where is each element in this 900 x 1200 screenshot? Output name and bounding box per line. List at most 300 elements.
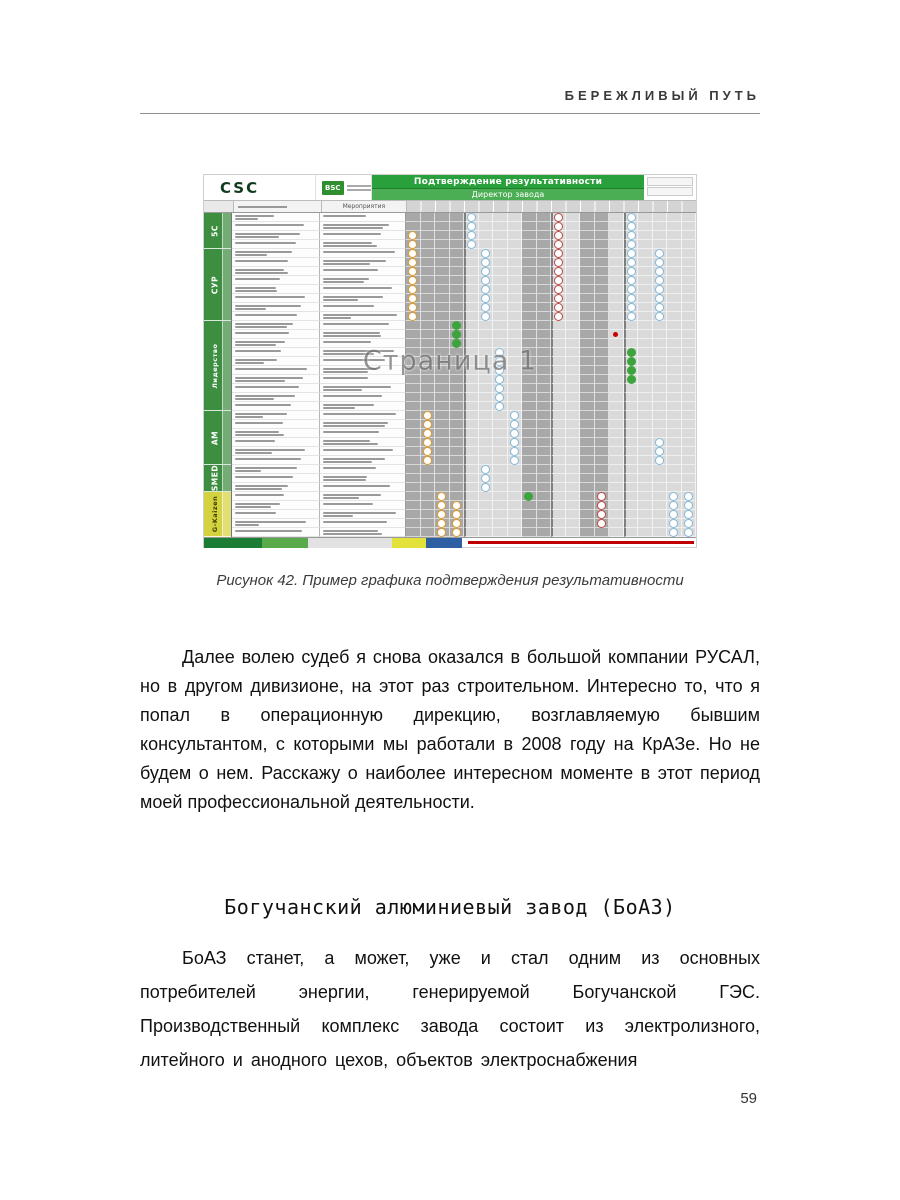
grid-cell (580, 339, 595, 348)
section-label-text: АМ (210, 430, 220, 445)
grid-cell (406, 294, 421, 303)
table-row (232, 483, 696, 492)
text-line (235, 344, 276, 346)
text-line (235, 305, 301, 307)
grid-cell (566, 366, 581, 375)
grid-cell (421, 303, 436, 312)
criteria-cell (232, 492, 320, 501)
grid-cell (493, 438, 508, 447)
grid-cell (464, 474, 479, 483)
grid-cell (450, 231, 465, 240)
grid-cell (464, 294, 479, 303)
text-line (323, 395, 382, 397)
grid-cell (653, 447, 668, 456)
grid-cell (464, 519, 479, 528)
grid-cell (667, 375, 682, 384)
grid-cell (435, 294, 450, 303)
grid-cell (638, 249, 653, 258)
status-circle-blue (655, 438, 664, 447)
text-line (235, 233, 300, 235)
criteria-cell (232, 447, 320, 456)
status-circle-blue (467, 222, 476, 231)
grid-cell (435, 510, 450, 519)
grid-cell (522, 510, 537, 519)
grid-cell (479, 312, 494, 321)
grid-cell (551, 348, 566, 357)
text-line (323, 407, 355, 409)
grid-cell (537, 249, 552, 258)
grid-cell (435, 213, 450, 222)
status-circle-blue (495, 393, 504, 402)
grid-cell (493, 285, 508, 294)
status-circle-blue (655, 276, 664, 285)
grid-cell (609, 285, 624, 294)
status-circle-green (627, 375, 636, 384)
grid-cell (493, 411, 508, 420)
section-label-text: 5С (210, 224, 220, 237)
grid-cell (421, 420, 436, 429)
text-line (323, 377, 368, 379)
text-line (235, 242, 296, 244)
text-line (323, 413, 396, 415)
grid-cell (450, 429, 465, 438)
grid-cell (508, 222, 523, 231)
grid-cell (580, 465, 595, 474)
grid-cell (595, 438, 610, 447)
status-circle-orange (408, 240, 417, 249)
grid-cell (667, 222, 682, 231)
grid-cell (653, 321, 668, 330)
grid-cell (522, 294, 537, 303)
text-line (235, 485, 288, 487)
table-row (232, 330, 696, 339)
criteria-cell (232, 303, 320, 312)
grid-cell (479, 267, 494, 276)
text-line (323, 485, 390, 487)
status-circle-blue (481, 312, 490, 321)
grid-cell (609, 447, 624, 456)
grid-cell (682, 438, 697, 447)
grid-cell (580, 483, 595, 492)
grid-cell (609, 528, 624, 537)
text-line (235, 224, 304, 226)
grid-cell (566, 303, 581, 312)
text-line (235, 359, 277, 361)
criteria-cell (232, 267, 320, 276)
status-circle-blue (510, 456, 519, 465)
grid-cell (580, 213, 595, 222)
grid-cell (508, 429, 523, 438)
status-circle-orange (408, 249, 417, 258)
grid-cell (667, 528, 682, 537)
grid-cell (522, 402, 537, 411)
grid-cell (435, 447, 450, 456)
table-row (232, 258, 696, 267)
text-line (235, 236, 279, 238)
text-line (235, 524, 259, 526)
text-line (235, 503, 280, 505)
chart-footer (204, 537, 696, 547)
table-row (232, 321, 696, 330)
table-row (232, 276, 696, 285)
grid-cell (638, 375, 653, 384)
grid-cell (653, 276, 668, 285)
grid-cell (421, 438, 436, 447)
grid-cell (406, 249, 421, 258)
grid-cell (493, 420, 508, 429)
grid-cell (493, 384, 508, 393)
grid-cell (609, 294, 624, 303)
grid-cell (522, 240, 537, 249)
grid-cell (551, 294, 566, 303)
grid-cell (653, 312, 668, 321)
grid-cell (566, 393, 581, 402)
grid-cell (580, 240, 595, 249)
grid-cell (566, 474, 581, 483)
grid-cell (667, 483, 682, 492)
grid-cell (435, 330, 450, 339)
status-circle-blue (627, 267, 636, 276)
status-circle-blue (627, 213, 636, 222)
section-label-сур (204, 249, 231, 321)
grid-cell (609, 348, 624, 357)
bsc-logo-badge: BSC (322, 181, 344, 195)
grid-cell (479, 429, 494, 438)
grid-cell (566, 339, 581, 348)
grid-cell (682, 285, 697, 294)
status-circle-red (597, 510, 606, 519)
grid-cell (421, 456, 436, 465)
text-line (235, 404, 291, 406)
status-circle-red (554, 249, 563, 258)
grid-cell (479, 249, 494, 258)
grid-cell (609, 213, 624, 222)
criteria-cell (232, 474, 320, 483)
grid-cell (580, 393, 595, 402)
grid-cell (653, 492, 668, 501)
grid-cell (421, 285, 436, 294)
grid-cell (551, 330, 566, 339)
grid-cell (638, 366, 653, 375)
grid-cell (522, 501, 537, 510)
grid-cell (682, 303, 697, 312)
grid-cell (551, 393, 566, 402)
grid-cell (493, 483, 508, 492)
criteria-cell (232, 312, 320, 321)
grid-cell (653, 339, 668, 348)
grid-cell (580, 366, 595, 375)
grid-cell (638, 402, 653, 411)
grid-cell (464, 402, 479, 411)
grid-cell (580, 492, 595, 501)
grid-cell (464, 231, 479, 240)
status-circle-orange (452, 501, 461, 510)
text-line (235, 332, 289, 334)
grid-cell (435, 420, 450, 429)
text-line (235, 440, 275, 442)
grid-cell (421, 222, 436, 231)
status-circle-red (554, 222, 563, 231)
grid-cell (406, 510, 421, 519)
bsc-logo (316, 175, 372, 200)
grid-cell (537, 420, 552, 429)
grid-cell (609, 339, 624, 348)
grid-cell (609, 510, 624, 519)
grid-cell (638, 438, 653, 447)
grid-cell (551, 501, 566, 510)
grid-cell (508, 330, 523, 339)
grid-cell (421, 411, 436, 420)
grid-cell (435, 384, 450, 393)
paragraph-1: Далее волею судеб я снова оказался в большой компании РУСАЛ, но в другом дивизионе, на этот раз строительном. Интересно то, что я попал в операционную дирекцию, возглавляемую бывшим консультантом, с которыми мы работали в 2008 году на КрАЗе. Но не будем о нем. Расскажу о наиболее интересном моменте в этот период моей профессиональной деятельности. (140, 647, 760, 812)
grid-cell (464, 312, 479, 321)
grid-cell (406, 258, 421, 267)
grid-cell (464, 483, 479, 492)
grid-cell (508, 465, 523, 474)
activity-cell (320, 294, 406, 303)
grid-cell (435, 402, 450, 411)
grid-cell (566, 258, 581, 267)
grid-cell (682, 231, 697, 240)
status-circle-blue (684, 492, 693, 501)
grid-cell (580, 348, 595, 357)
grid-cell (479, 465, 494, 474)
text-line (323, 530, 378, 532)
grid-cell (551, 483, 566, 492)
grid-cell (609, 321, 624, 330)
grid-cell (551, 357, 566, 366)
grid-cell (580, 519, 595, 528)
text-line (323, 425, 385, 427)
activity-cell (320, 438, 406, 447)
grid-cell (435, 456, 450, 465)
grid-cell (638, 384, 653, 393)
grid-cell (464, 321, 479, 330)
footer-segment (426, 538, 462, 548)
status-circle-blue (684, 528, 693, 537)
grid-cell (406, 456, 421, 465)
grid-cell (653, 465, 668, 474)
chart-top-bar (204, 175, 696, 201)
grid-cell (537, 384, 552, 393)
grid-cell (421, 519, 436, 528)
grid-cell (609, 249, 624, 258)
grid-cell (508, 483, 523, 492)
grid-cell (595, 456, 610, 465)
activity-cell (320, 411, 406, 420)
grid-cell (435, 474, 450, 483)
grid-cell (566, 510, 581, 519)
grid-cell (580, 501, 595, 510)
grid-cell (522, 330, 537, 339)
grid-cell (421, 447, 436, 456)
grid-cell (609, 402, 624, 411)
grid-cell (406, 321, 421, 330)
grid-cell (450, 501, 465, 510)
grid-cell (624, 285, 639, 294)
text-line (323, 389, 362, 391)
grid-cell (682, 357, 697, 366)
table-row (232, 393, 696, 402)
grid-cell (479, 411, 494, 420)
grid-cell (479, 321, 494, 330)
grid-cell (609, 456, 624, 465)
grid-cell (450, 438, 465, 447)
grid-cell (493, 312, 508, 321)
grid-cell (551, 375, 566, 384)
grid-cell (537, 213, 552, 222)
status-circle-blue (510, 411, 519, 420)
grid-cell (653, 348, 668, 357)
text-line (235, 434, 284, 436)
grid-cell (667, 492, 682, 501)
grid-cell (624, 384, 639, 393)
text-line (323, 521, 387, 523)
grid-cell (450, 519, 465, 528)
section-label-text: SMED (210, 464, 220, 492)
status-circle-orange (408, 258, 417, 267)
grid-cell (667, 294, 682, 303)
grid-cell (537, 474, 552, 483)
grid-cell (638, 294, 653, 303)
grid-cell (479, 330, 494, 339)
grid-cell (580, 249, 595, 258)
text-line (235, 521, 306, 523)
grid-cell (537, 294, 552, 303)
grid-cell (566, 357, 581, 366)
grid-cell (682, 384, 697, 393)
status-circle-blue (481, 483, 490, 492)
grid-cell (566, 483, 581, 492)
grid-cell (609, 474, 624, 483)
grid-cell (682, 330, 697, 339)
grid-cell (493, 456, 508, 465)
paragraph-2: БоАЗ станет, а может, уже и стал одним из основных потребителей энергии, генерируемой Богучанской ГЭС. Производственный комплекс завода состоит из электролизного, литейного и анодного цехов, объектов электроснабжения (140, 948, 760, 1070)
grid-cell (682, 456, 697, 465)
grid-cell (566, 519, 581, 528)
table-row (232, 447, 696, 456)
grid-cell (551, 267, 566, 276)
grid-cell (595, 213, 610, 222)
text-line (235, 431, 279, 433)
grid-cell (624, 429, 639, 438)
grid-cell (551, 258, 566, 267)
status-circle-blue (495, 384, 504, 393)
grid-cell (638, 510, 653, 519)
text-line (323, 260, 386, 262)
grid-cell (580, 321, 595, 330)
section-label-ам (204, 411, 231, 465)
grid-cell (682, 447, 697, 456)
grid-cell (551, 447, 566, 456)
grid-cell (537, 465, 552, 474)
activity-cell (320, 456, 406, 465)
grid-cell (522, 267, 537, 276)
activity-cell (320, 330, 406, 339)
text-line (235, 269, 284, 271)
grid-cell (421, 213, 436, 222)
grid-cell (479, 303, 494, 312)
section-label-g-kaizen (204, 492, 231, 537)
text-line (235, 326, 287, 328)
grid-cell (435, 231, 450, 240)
grid-cell (537, 375, 552, 384)
grid-cell (682, 267, 697, 276)
grid-cell (450, 222, 465, 231)
text-line (323, 251, 395, 253)
grid-cell (624, 528, 639, 537)
grid-cell (580, 330, 595, 339)
grid-cell (609, 411, 624, 420)
grid-cell (551, 222, 566, 231)
grid-cell (682, 258, 697, 267)
table-row (232, 519, 696, 528)
section-label-smed (204, 465, 231, 492)
grid-cell (450, 285, 465, 294)
grid-cell (508, 510, 523, 519)
grid-cell (624, 240, 639, 249)
activity-cell (320, 393, 406, 402)
grid-cell (435, 483, 450, 492)
grid-cell (464, 249, 479, 258)
section-sub-strip (222, 411, 231, 464)
activity-cell (320, 510, 406, 519)
grid-cell (493, 501, 508, 510)
grid-cell (450, 276, 465, 285)
activity-cell (320, 258, 406, 267)
grid-cell (638, 285, 653, 294)
grid-cell (682, 492, 697, 501)
grid-cell (537, 231, 552, 240)
status-circle-red (554, 276, 563, 285)
grid-cell (624, 465, 639, 474)
status-circle-red (554, 231, 563, 240)
grid-cell (406, 501, 421, 510)
grid-cell (638, 276, 653, 285)
grid-cell (435, 429, 450, 438)
text-line (323, 233, 381, 235)
figure-42 (140, 174, 760, 589)
grid-cell (638, 348, 653, 357)
grid-cell (406, 438, 421, 447)
grid-cell (508, 285, 523, 294)
chart-titles (372, 175, 644, 200)
grid-cell (435, 393, 450, 402)
text-line (235, 272, 288, 274)
grid-cell (421, 510, 436, 519)
grid-cell (551, 492, 566, 501)
grid-cell (479, 294, 494, 303)
grid-cell (566, 276, 581, 285)
grid-cell (624, 294, 639, 303)
grid-cell (667, 303, 682, 312)
grid-cell (522, 276, 537, 285)
grid-cell (667, 321, 682, 330)
status-circle-red (554, 285, 563, 294)
section-label-text: Лидерство (211, 343, 219, 388)
grid-cell (624, 483, 639, 492)
grid-cell (508, 231, 523, 240)
status-circle-blue (627, 294, 636, 303)
grid-cell (624, 420, 639, 429)
grid-cell (682, 348, 697, 357)
grid-cell (624, 492, 639, 501)
grid-cell (508, 528, 523, 537)
status-circle-blue (627, 312, 636, 321)
grid-cell (638, 303, 653, 312)
criteria-cell (232, 339, 320, 348)
criteria-cell (232, 231, 320, 240)
